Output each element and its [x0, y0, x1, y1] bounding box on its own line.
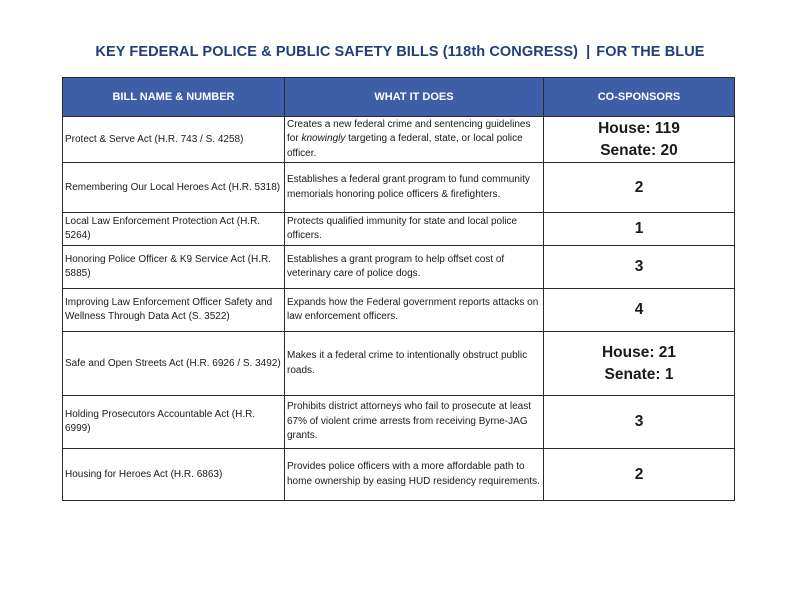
- cosponsors-house: House: 119: [598, 119, 680, 137]
- bill-description: Establishes a grant program to help offset cost of veterinary care of police dogs.: [285, 246, 544, 289]
- bill-cosponsors: 2: [544, 163, 735, 213]
- title-separator: |: [586, 44, 591, 60]
- bill-cosponsors: 3: [544, 396, 735, 449]
- table-row: [63, 289, 735, 332]
- bill-description: Provides police officers with a more affordable path to home ownership by easing HUD residency requirements.: [285, 449, 544, 501]
- table-row: [63, 163, 735, 213]
- bill-cosponsors: [544, 332, 735, 396]
- bill-name: Housing for Heroes Act (H.R. 6863): [63, 449, 285, 501]
- bill-description: [285, 117, 544, 163]
- bill-name: Improving Law Enforcement Officer Safety and Wellness Through Data Act (S. 3522): [63, 289, 285, 332]
- header-what-it-does: WHAT IT DOES: [285, 78, 544, 117]
- bill-description-text: targeting a federal, state, or local police officer.: [287, 133, 523, 159]
- table-row: [63, 396, 735, 449]
- cosponsors-senate: Senate: 20: [600, 141, 678, 159]
- bill-description: Establishes a federal grant program to fund community memorials honoring police officers & firefighters.: [285, 163, 544, 213]
- page-title-suffix: FOR THE BLUE: [596, 44, 705, 60]
- bill-name: Remembering Our Local Heroes Act (H.R. 5318): [63, 163, 285, 213]
- bill-description-text: Creates a new federal crime and sentencing guidelines for: [287, 118, 531, 145]
- bill-cosponsors: 2: [544, 449, 735, 501]
- bill-name: Safe and Open Streets Act (H.R. 6926 / S. 3492): [63, 332, 285, 396]
- header-bill-name: BILL NAME & NUMBER: [63, 78, 285, 117]
- table-row: [63, 246, 735, 289]
- header-cosponsors: CO-SPONSORS: [544, 78, 735, 117]
- bill-name: Local Law Enforcement Protection Act (H.R. 5264): [63, 213, 285, 246]
- bill-cosponsors: 1: [544, 213, 735, 246]
- page-title: [0, 44, 800, 60]
- bill-description: Expands how the Federal government reports attacks on law enforcement officers.: [285, 289, 544, 332]
- table-row: [63, 449, 735, 501]
- bill-description: Makes it a federal crime to intentionally obstruct public roads.: [285, 332, 544, 396]
- bills-table: [62, 77, 735, 501]
- table-row: [63, 332, 735, 396]
- cosponsors-house: House: 21: [601, 343, 677, 361]
- bill-description-emphasis: knowingly: [301, 133, 346, 145]
- table-row: [63, 117, 735, 163]
- bill-name: Holding Prosecutors Accountable Act (H.R. 6999): [63, 396, 285, 449]
- bill-name: Honoring Police Officer & K9 Service Act (H.R. 5885): [63, 246, 285, 289]
- table-row: [63, 213, 735, 246]
- bill-name: Protect & Serve Act (H.R. 743 / S. 4258): [63, 117, 285, 163]
- bill-description: Protects qualified immunity for state and local police officers.: [285, 213, 544, 246]
- bill-cosponsors: 4: [544, 289, 735, 332]
- page-title-main: KEY FEDERAL POLICE & PUBLIC SAFETY BILLS (118th CONGRESS): [95, 44, 579, 60]
- bill-cosponsors: [544, 117, 735, 163]
- bill-cosponsors: 3: [544, 246, 735, 289]
- table-header-row: [63, 78, 735, 117]
- cosponsors-senate: Senate: 1: [604, 365, 674, 383]
- bill-description: Prohibits district attorneys who fail to prosecute at least 67% of violent crime arrests from receiving Byrne-JAG grants.: [285, 396, 544, 449]
